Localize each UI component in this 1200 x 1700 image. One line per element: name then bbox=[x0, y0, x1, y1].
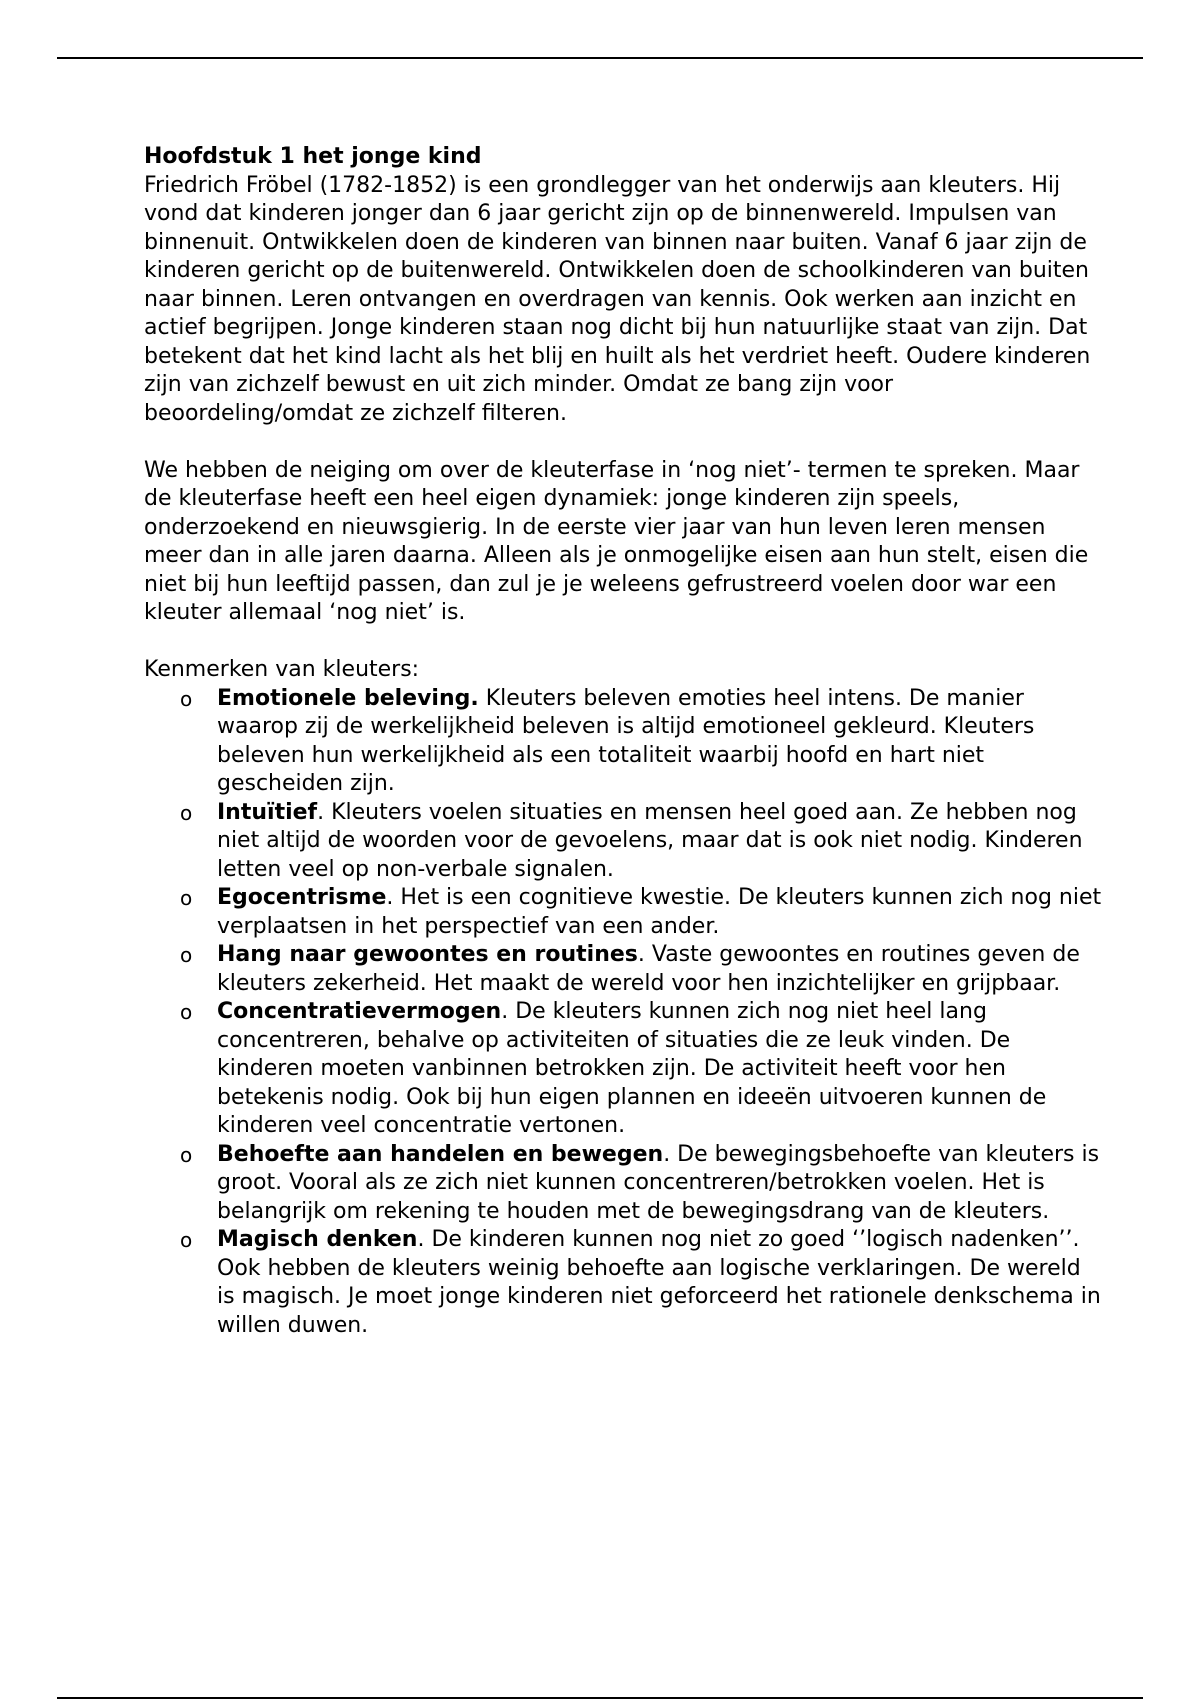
bullet-icon: o bbox=[180, 686, 193, 711]
trait-text: . De kinderen kunnen nog niet zo goed ‘’logisch nadenken’’. Ook hebben de kleuters weinig behoefte aan logische verklaringen. De wereld is magisch. Je moet jonge kinderen niet geforceerd het rationele denkschema in willen duwen. bbox=[217, 1227, 1101, 1338]
list-item bbox=[144, 998, 1104, 1141]
list-item bbox=[144, 884, 1104, 941]
trait-text: . Het is een cognitieve kwestie. De kleuters kunnen zich nog niet verplaatsen in het perspectief van een ander. bbox=[217, 885, 1102, 939]
trait-term: Emotionele beleving. bbox=[217, 685, 479, 711]
bullet-icon: o bbox=[180, 1142, 193, 1167]
trait-text: . De kleuters kunnen zich nog niet heel lang concentreren, behalve op activiteiten of situaties die ze leuk vinden. De kinderen moeten vanbinnen betrokken zijn. De activiteit heeft voor hen betekenis nodig. Ook bij hun eigen plannen en ideeën uitvoeren kunnen de kinderen veel concentratie vertonen. bbox=[217, 999, 1047, 1138]
trait-text: . Kleuters voelen situaties en mensen heel goed aan. Ze hebben nog niet altijd de woorden voor de gevoelens, maar dat is ook niet nodig. Kinderen letten veel op non-verbale signalen. bbox=[217, 799, 1083, 882]
list-item bbox=[144, 1226, 1104, 1340]
trait-term: Concentratievermogen bbox=[217, 999, 502, 1024]
chapter-heading: Hoofdstuk 1 het jonge kind bbox=[144, 144, 482, 169]
paragraph-kleuterfase: We hebben de neiging om over de kleuterfase in ‘nog niet’- termen te spreken. Maar de kleuterfase heeft een heel eigen dynamiek: jonge kinderen zijn speels, onderzoekend en nieuwsgierig. In de eerste vier jaar van hun leven leren mensen meer dan in alle jaren daarna. Alleen als je onmogelijke eisen aan hun stelt, eisen die niet bij hun leeftijd passen, dan zul je je weleens gefrustreerd voelen door war een kleuter allemaal ‘nog niet’ is. bbox=[144, 457, 1089, 625]
trait-term: Hang naar gewoontes en routines bbox=[217, 942, 638, 967]
trait-text: Kleuters beleven emoties heel intens. De manier waarop zij de werkelijkheid beleven is altijd emotioneel gekleurd. Kleuters beleven hun werkelijkheid als een totaliteit waarbij hoofd en hart niet gescheiden zijn. bbox=[217, 685, 1035, 796]
paragraph-spacer bbox=[144, 428, 1104, 457]
page-top-rule bbox=[57, 57, 1143, 59]
list-item bbox=[144, 799, 1104, 885]
trait-term: Behoefte aan handelen en bewegen bbox=[217, 1141, 664, 1167]
list-intro: Kenmerken van kleuters: bbox=[144, 657, 420, 682]
bullet-icon: o bbox=[180, 800, 193, 825]
paragraph-spacer bbox=[144, 628, 1104, 657]
paragraph-frobel: Friedrich Fröbel (1782-1852) is een grondlegger van het onderwijs aan kleuters. Hij vond dat kinderen jonger dan 6 jaar gericht zijn op de binnenwereld. Impulsen van binnenuit. Ontwikkelen doen de kinderen van binnen naar buiten. Vanaf 6 jaar zijn de kinderen gericht op de buitenwereld. Ontwikkelen doen de schoolkinderen van buiten naar binnen. Leren ontvangen en overdragen van kennis. Ook werken aan inzicht en actief begrijpen. Jonge kinderen staan nog dicht bij hun natuurlijke staat van zijn. Dat betekent dat het kind lacht als het blij en huilt als het verdriet heeft. Oudere kinderen zijn van zichzelf bewust en uit zich minder. Omdat ze bang zijn voor beoordeling/omdat ze zichzelf filteren. bbox=[144, 172, 1091, 426]
bullet-icon: o bbox=[180, 1000, 193, 1024]
list-item bbox=[144, 1141, 1104, 1227]
trait-text: . De bewegingsbehoefte van kleuters is groot. Vooral als ze zich niet kunnen concentreren/betrokken voelen. Het is belangrijk om rekening te houden met de bewegingsdrang van de kleuters. bbox=[217, 1141, 1100, 1224]
bullet-icon: o bbox=[180, 943, 193, 967]
document-body bbox=[144, 143, 1104, 1340]
traits-list bbox=[144, 685, 1104, 1341]
trait-term: Magisch denken bbox=[217, 1227, 418, 1252]
page-bottom-rule bbox=[57, 1697, 1143, 1699]
list-item bbox=[144, 941, 1104, 998]
bullet-icon: o bbox=[180, 886, 193, 910]
trait-term: Intuïtief bbox=[217, 799, 318, 825]
list-item bbox=[144, 685, 1104, 799]
trait-term: Egocentrisme bbox=[217, 885, 387, 910]
trait-text: . Vaste gewoontes en routines geven de kleuters zekerheid. Het maakt de wereld voor hen inzichtelijker en grijpbaar. bbox=[217, 942, 1080, 996]
bullet-icon: o bbox=[180, 1228, 193, 1252]
